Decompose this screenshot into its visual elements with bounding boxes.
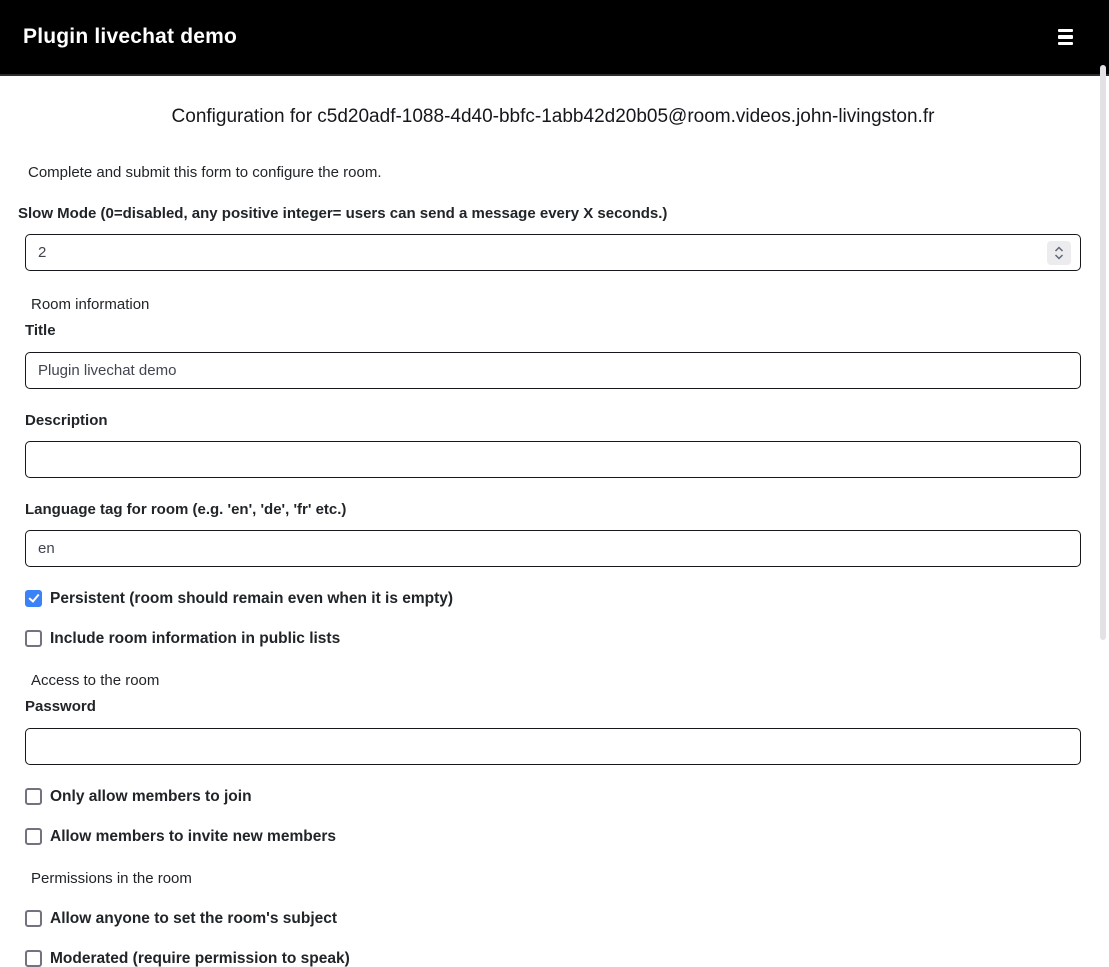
allow-invites-label[interactable]: Allow members to invite new members (50, 827, 336, 845)
number-stepper[interactable] (1047, 241, 1071, 265)
allow-invites-checkbox[interactable] (25, 828, 42, 845)
public-list-checkbox[interactable] (25, 630, 42, 647)
app-title: Plugin livechat demo (23, 25, 238, 48)
moderated-label[interactable]: Moderated (require permission to speak) (50, 950, 350, 967)
allow-invites-row (25, 828, 1081, 845)
persistent-checkbox[interactable] (25, 590, 42, 607)
vertical-scrollbar[interactable] (1100, 65, 1106, 640)
slow-mode-label: Slow Mode (0=disabled, any positive integer= users can send a message every X seconds.) (18, 204, 668, 222)
language-label: Language tag for room (e.g. 'en', 'de', 'fr' etc.) (25, 500, 347, 518)
page-title: Configuration for c5d20adf-1088-4d40-bbfc-1abb42d20b05@room.videos.john-livingston.fr (171, 106, 935, 127)
members-only-row (25, 788, 1081, 805)
persistent-label[interactable]: Persistent (room should remain even when it is empty) (50, 590, 454, 608)
form-instructions: Complete and submit this form to configure the room. (28, 163, 382, 181)
section-access: Access to the room (31, 672, 160, 690)
moderated-checkbox[interactable] (25, 950, 42, 967)
chevron-up-down-icon (1053, 245, 1065, 261)
persistent-row (25, 590, 1081, 607)
change-subject-label[interactable]: Allow anyone to set the room's subject (50, 909, 338, 927)
section-permissions: Permissions in the room (31, 869, 192, 887)
title-field (25, 352, 1081, 389)
moderated-row (25, 950, 1081, 967)
menu-button[interactable] (1052, 23, 1079, 51)
language-field (25, 530, 1081, 567)
language-input[interactable] (25, 530, 1081, 567)
description-field (25, 441, 1081, 478)
app-header (0, 0, 1109, 76)
hamburger-icon (1058, 29, 1073, 45)
members-only-label[interactable]: Only allow members to join (50, 787, 252, 805)
change-subject-checkbox[interactable] (25, 910, 42, 927)
public-list-row (25, 630, 1081, 647)
public-list-label[interactable]: Include room information in public lists (50, 630, 341, 648)
password-input[interactable] (25, 728, 1081, 765)
password-field (25, 728, 1081, 765)
slow-mode-field (25, 234, 1081, 271)
change-subject-row (25, 910, 1081, 927)
password-label: Password (25, 698, 96, 716)
title-input[interactable] (25, 352, 1081, 389)
slow-mode-input[interactable] (25, 234, 1081, 271)
description-label: Description (25, 411, 108, 429)
room-config-form (0, 106, 1109, 967)
section-room-information: Room information (31, 296, 150, 314)
title-label: Title (25, 322, 56, 340)
members-only-checkbox[interactable] (25, 788, 42, 805)
description-input[interactable] (25, 441, 1081, 478)
